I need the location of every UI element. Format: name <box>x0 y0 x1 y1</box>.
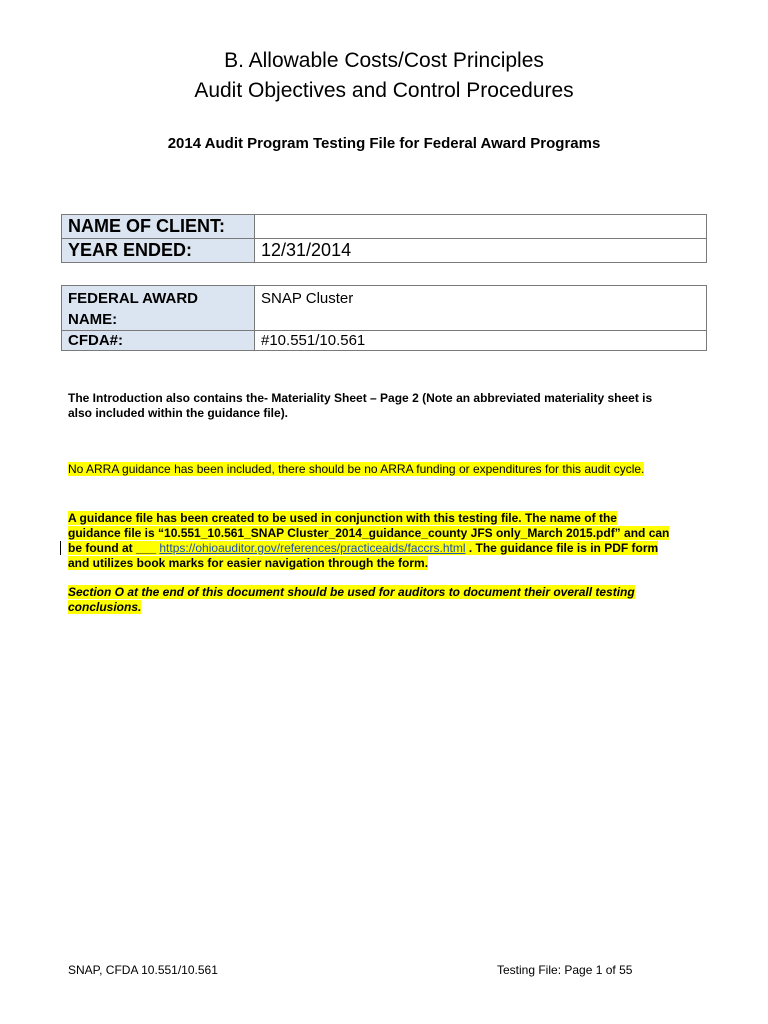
client-name-label: NAME OF CLIENT: <box>62 215 255 239</box>
footer-left: SNAP, CFDA 10.551/10.561 <box>68 963 218 977</box>
award-name-label-line2: NAME: <box>68 311 118 328</box>
award-name-row <box>62 286 707 331</box>
award-name-label-line1: FEDERAL AWARD <box>68 290 199 307</box>
section-o-line2: conclusions. <box>68 600 142 614</box>
section-o-paragraph <box>68 585 708 615</box>
footer-page-number: Testing File: Page 1 of 55 <box>497 963 633 977</box>
guidance-link[interactable]: https://ohioauditor.gov/references/practiceaids/faccrs.html <box>159 541 466 555</box>
cfda-row <box>62 331 707 351</box>
intro-line2: also included within the guidance file). <box>68 406 289 420</box>
section-o-line1: Section O at the end of this document should be used for auditors to document their overall testing <box>68 585 635 599</box>
document-title: B. Allowable Costs/Cost Principles <box>224 49 544 72</box>
text-cursor <box>60 541 61 555</box>
introduction-paragraph <box>68 391 708 421</box>
guidance-line3-pre: be found at ___ <box>68 541 160 555</box>
client-name-value[interactable] <box>255 215 707 239</box>
cfda-label: CFDA#: <box>62 331 255 351</box>
guidance-line2: guidance file is “10.551_10.561_SNAP Cluster_2014_guidance_county JFS only_March 2015.pdf” and can <box>68 526 670 540</box>
arra-paragraph <box>68 462 708 477</box>
guidance-paragraph <box>68 511 708 571</box>
federal-award-table <box>61 285 707 351</box>
intro-line1: The Introduction also contains the- Materiality Sheet – Page 2 (Note an abbreviated materiality sheet is <box>68 391 653 405</box>
year-ended-label: YEAR ENDED: <box>62 239 255 263</box>
award-name-label <box>62 286 255 331</box>
cfda-value[interactable]: #10.551/10.561 <box>255 331 707 351</box>
client-row <box>62 215 707 239</box>
award-name-value[interactable]: SNAP Cluster <box>255 286 707 331</box>
client-info-table <box>61 214 707 263</box>
guidance-line1: A guidance file has been created to be used in conjunction with this testing file. The name of the <box>68 511 617 525</box>
year-ended-value[interactable]: 12/31/2014 <box>255 239 707 263</box>
arra-text: No ARRA guidance has been included, there should be no ARRA funding or expenditures for this audit cycle. <box>68 462 645 476</box>
year-row <box>62 239 707 263</box>
document-title-line2: Audit Objectives and Control Procedures <box>194 79 574 102</box>
guidance-line3-post: . The guidance file is in PDF form <box>465 541 659 555</box>
guidance-line4: and utilizes book marks for easier navigation through the form. <box>68 556 429 570</box>
document-subtitle: 2014 Audit Program Testing File for Federal Award Programs <box>167 135 601 152</box>
